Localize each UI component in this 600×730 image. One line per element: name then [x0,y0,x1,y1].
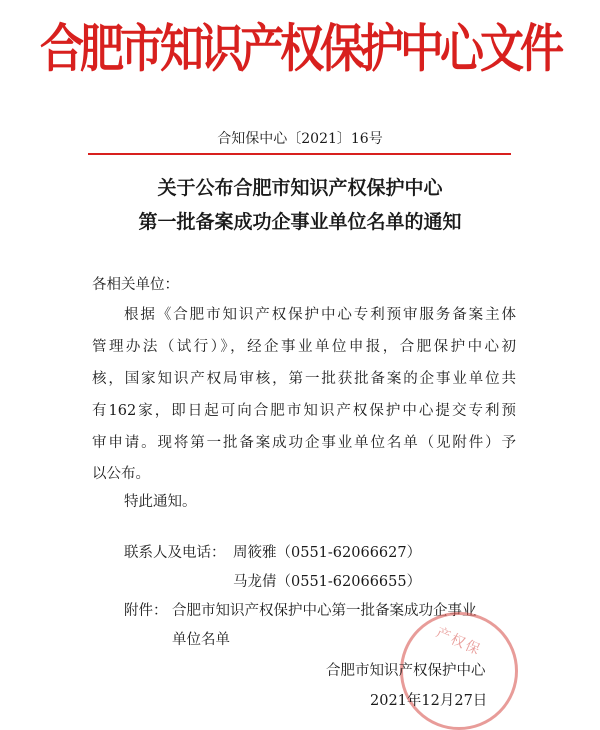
paragraph-line-5: 审申请。现将第一批备案成功企事业单位名单（见附件）予 [92,435,516,451]
document-number: 合知保中心〔2021〕16号 [217,131,383,147]
salutation: 各相关单位： [92,277,179,293]
paragraph-line-3: 核，国家知识产权局审核，第一批获批备案的企事业单位共 [92,371,516,387]
closing-remark: 特此通知。 [124,494,197,510]
paragraph-line-2: 管理办法（试行）》，经企事业单位申报，合肥保护中心初 [92,339,516,355]
attachment-line-1: 合肥市知识产权保护中心第一批备案成功企事业 [172,603,477,619]
signature-date: 2021年12月27日 [370,693,488,709]
paragraph-line-1: 根据《合肥市知识产权保护中心专利预审服务备案主体 [124,307,516,323]
paragraph-line-4: 有162家，即日起可向合肥市知识产权保护中心提交专利预 [92,403,516,419]
notice-title-line-1: 关于公布合肥市知识产权保护中心 [157,177,443,199]
contacts-label: 联系人及电话： [124,545,226,561]
seal-text: 产权保 [433,624,484,659]
paragraph-line-6: 以公布。 [92,466,150,482]
org-header-title: 合肥市知识产权保护中心文件 [40,19,560,80]
signature-org: 合肥市知识产权保护中心 [326,663,486,679]
red-divider-line [88,153,511,155]
contact-1: 周筱雅（0551-62066627） [233,545,422,561]
notice-title-line-2: 第一批备案成功企事业单位名单的通知 [138,211,462,233]
attachment-line-2: 单位名单 [172,632,230,648]
attachment-label: 附件： [124,603,168,619]
contact-2: 马龙倩（0551-62066655） [233,574,422,590]
